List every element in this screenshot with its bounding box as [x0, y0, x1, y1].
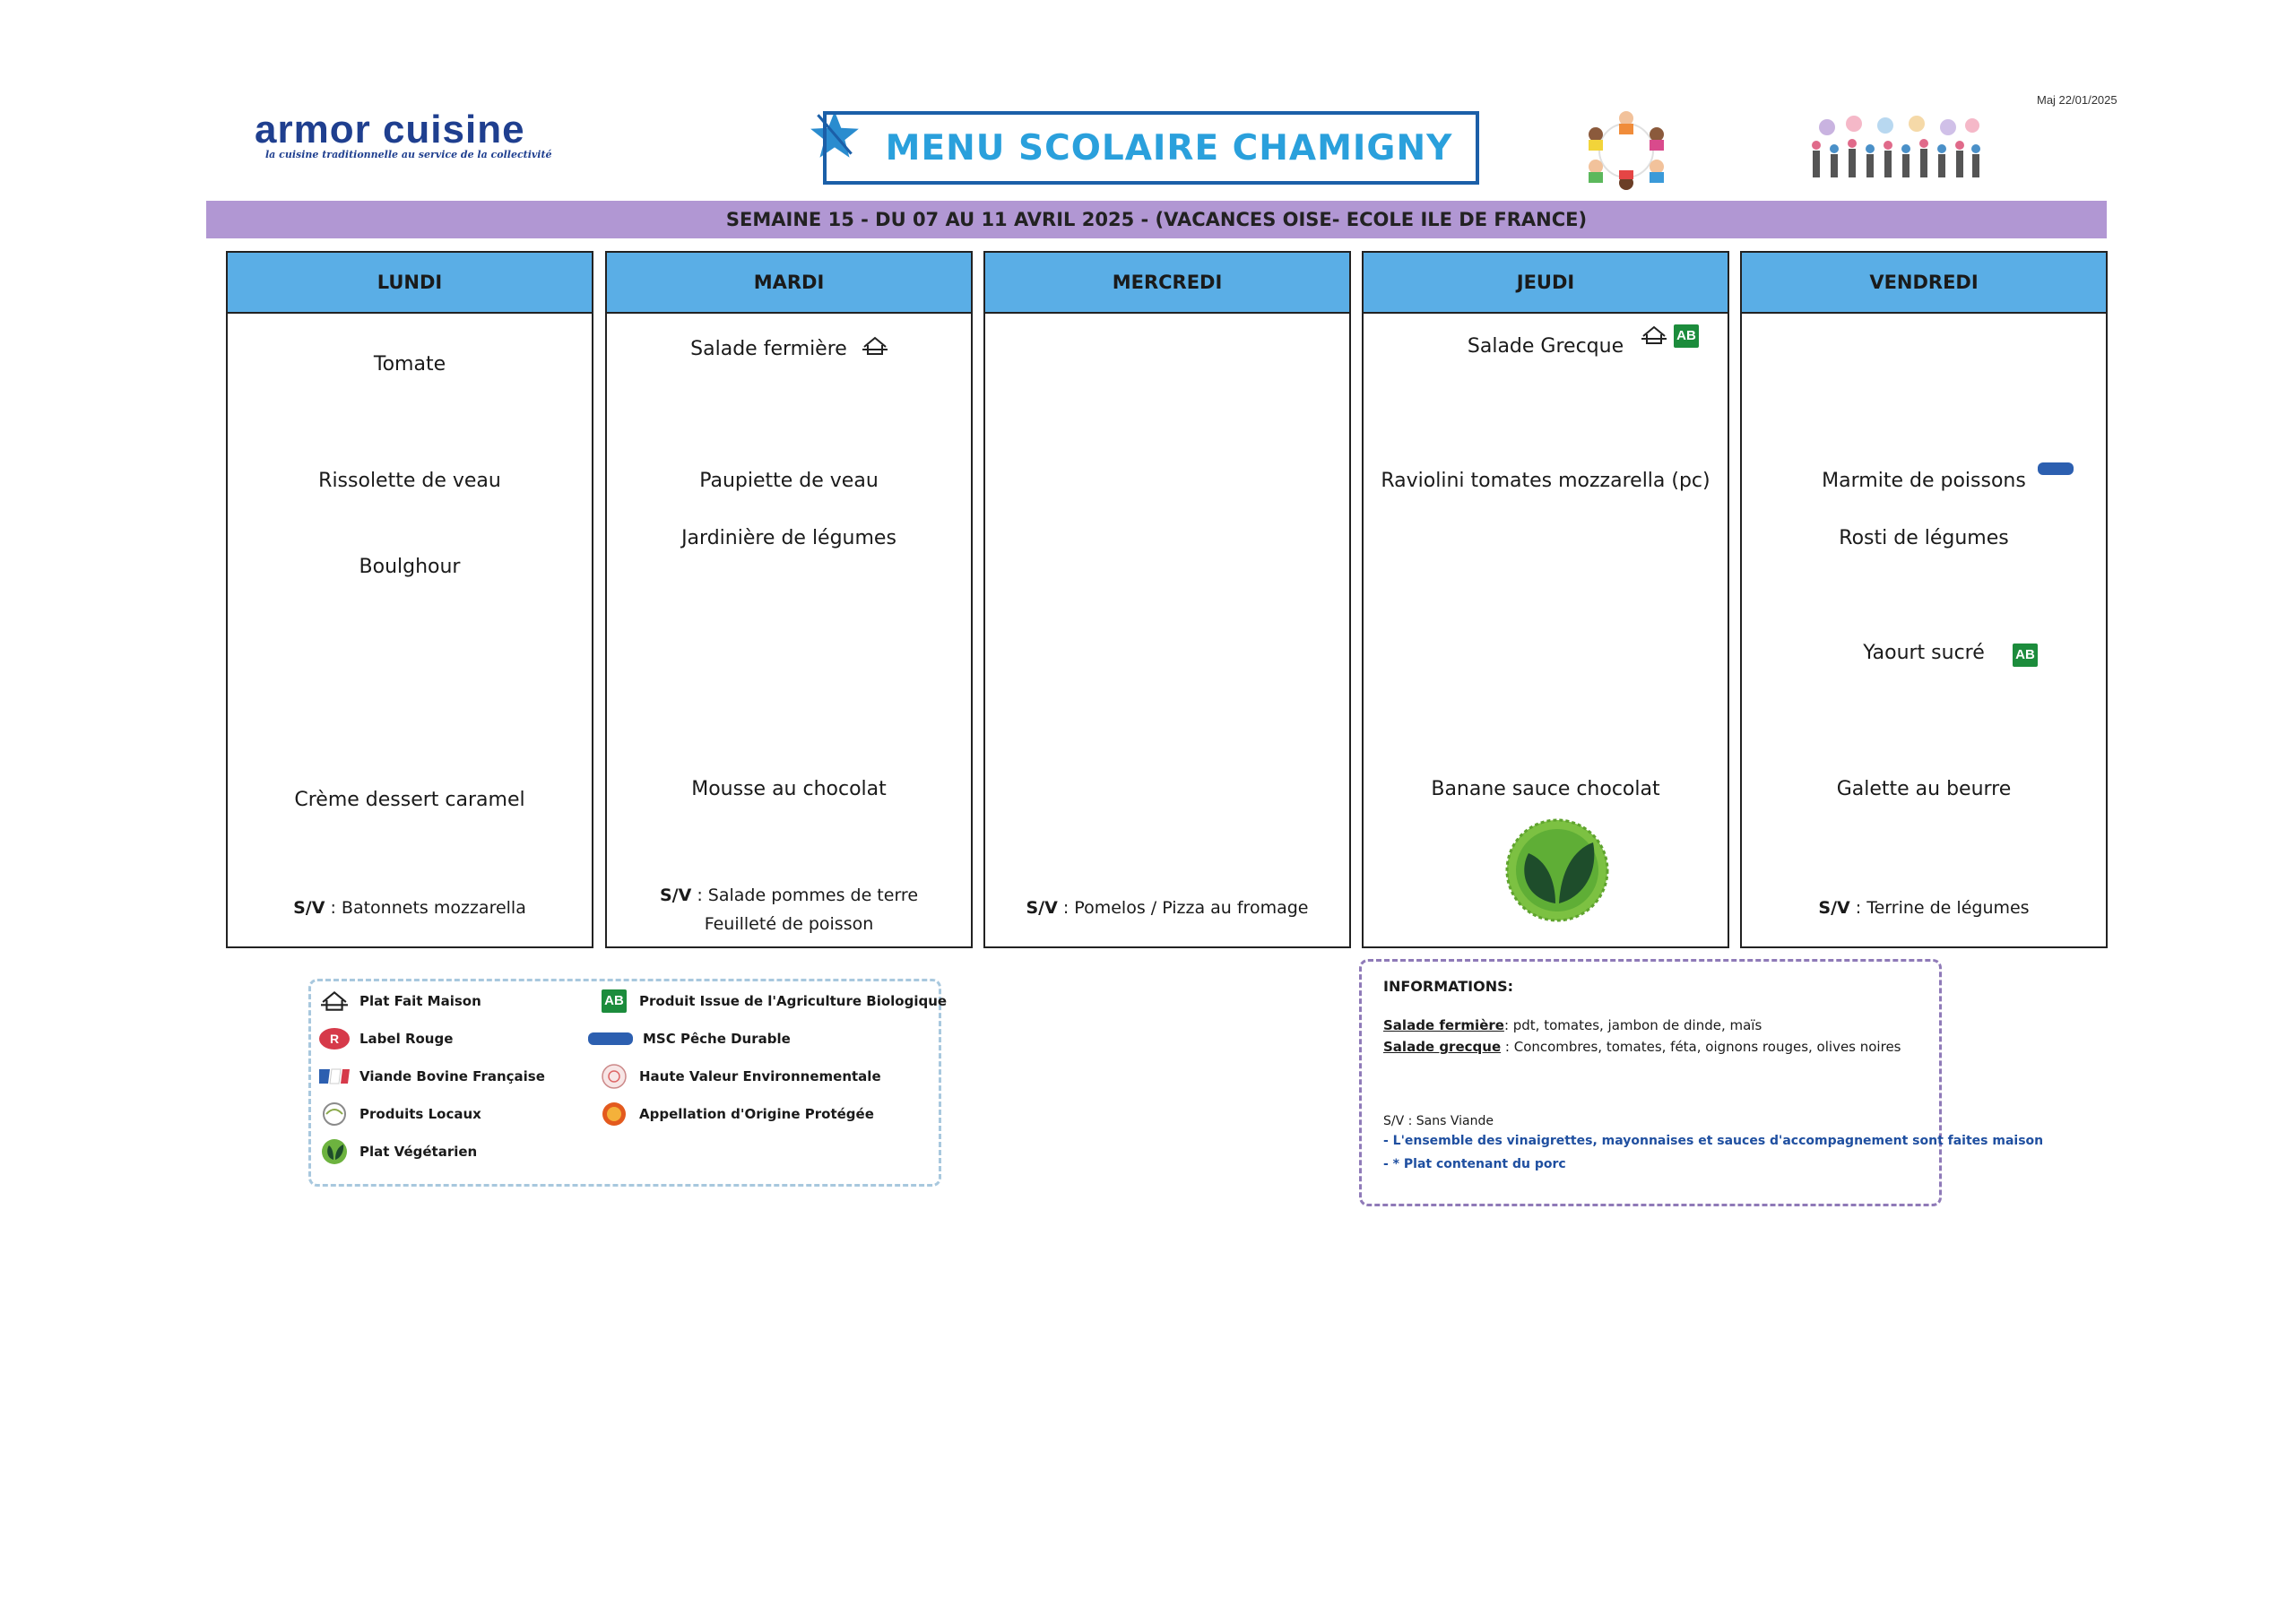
day-header — [607, 253, 971, 314]
menu-sans-viande — [607, 885, 971, 905]
day-header — [1364, 253, 1728, 314]
day-header — [1742, 253, 2106, 314]
legend-box — [308, 979, 948, 1187]
leaf-icon — [321, 1138, 348, 1165]
menu-accompagnement: Boulghour — [359, 556, 461, 578]
legend-label: Produit Issue de l'Agriculture Biologique — [639, 993, 948, 1009]
ab-bio-icon: AB — [602, 989, 627, 1013]
svg-text:R: R — [329, 1032, 340, 1046]
menu-sans-viande — [985, 898, 1349, 918]
info-salade-fermiere — [1383, 1017, 1762, 1033]
legend-item-vbf — [316, 1062, 545, 1091]
logo-title: armor cuisine — [255, 108, 525, 151]
sv-text: : Salade pommes de terre — [691, 885, 919, 905]
day-name: MERCREDI — [1112, 272, 1223, 293]
legend-label: Plat Fait Maison — [359, 993, 481, 1009]
children-circle-icon — [1571, 108, 1682, 194]
day-column-vendredi — [1740, 251, 2108, 948]
menu-entree: Tomate — [373, 353, 446, 376]
info-salade-grecque — [1383, 1039, 1901, 1055]
ab-bio-icon: AB — [2013, 644, 2038, 667]
ab-bio-icon: AB — [1674, 324, 1699, 348]
sv-label: S/V — [659, 885, 692, 905]
day-column-mardi — [605, 251, 973, 948]
menu-entree — [607, 335, 971, 360]
menu-sans-viande — [1742, 898, 2106, 918]
menu-dessert: Mousse au chocolat — [691, 778, 887, 800]
hve-icon — [601, 1063, 628, 1090]
menu-dessert: Crème dessert caramel — [294, 789, 525, 811]
msc-fish-icon — [588, 1032, 633, 1045]
vbf-flag-icon — [317, 1066, 351, 1087]
produits-locaux-icon — [317, 1101, 351, 1127]
legend-label: Produits Locaux — [359, 1106, 481, 1122]
house-icon — [862, 335, 888, 357]
legend-label: Plat Végétarien — [359, 1144, 478, 1160]
page-title: MENU SCOLAIRE CHAMIGNY — [885, 127, 1453, 168]
week-label: SEMAINE 15 - DU 07 AU 11 AVRIL 2025 - (VACANCES OISE- ECOLE ILE DE FRANCE) — [725, 209, 1588, 230]
info-label: Salade grecque — [1383, 1039, 1502, 1055]
vegetarian-leaf-icon — [1496, 817, 1618, 923]
menu-sans-viande — [228, 898, 592, 918]
menu-title-box — [823, 111, 1479, 185]
day-header — [228, 253, 592, 314]
legend-item-vegetarien — [316, 1137, 477, 1166]
legend-item-aop — [596, 1100, 874, 1128]
info-porc: - * Plat contenant du porc — [1383, 1157, 1566, 1171]
day-name: MARDI — [753, 272, 825, 293]
info-label: Salade fermière — [1383, 1017, 1504, 1033]
msc-fish-icon — [2038, 462, 2074, 475]
legend-item-fait-maison — [316, 987, 481, 1015]
update-date: Maj 22/01/2025 — [2037, 93, 2117, 107]
legend-label: MSC Pêche Durable — [643, 1031, 791, 1047]
menu-dessert: Banane sauce chocolat — [1431, 778, 1660, 800]
legend-label: Appellation d'Origine Protégée — [639, 1106, 874, 1122]
menu-plat: Marmite de poissons — [1822, 470, 2026, 492]
menu-plat: Paupiette de veau — [699, 470, 879, 492]
info-sauces-maison: - L'ensemble des vinaigrettes, mayonnaises et sauces d'accompagnement sont faites maison — [1383, 1134, 2044, 1148]
menu-plat: Rissolette de veau — [318, 470, 501, 492]
house-icon — [1641, 324, 1667, 346]
info-title: INFORMATIONS: — [1383, 978, 1514, 995]
menu-accompagnement: Jardinière de légumes — [681, 527, 896, 549]
aop-icon — [601, 1101, 628, 1127]
children-drawing-icon — [1800, 115, 1988, 190]
legend-item-msc — [585, 1024, 791, 1053]
legend-label: Viande Bovine Française — [359, 1068, 545, 1084]
info-sv-definition: S/V : Sans Viande — [1383, 1114, 1494, 1128]
sv-label: S/V — [1026, 898, 1058, 918]
day-header — [985, 253, 1349, 314]
sv-text: : Batonnets mozzarella — [325, 898, 526, 918]
legend-item-hve — [596, 1062, 881, 1091]
label-rouge-icon — [317, 1026, 351, 1051]
information-box — [1359, 959, 2044, 1206]
day-name: LUNDI — [377, 272, 443, 293]
info-text: : Concombres, tomates, féta, oignons rouges, olives noires — [1501, 1039, 1901, 1055]
day-name: JEUDI — [1516, 272, 1575, 293]
week-banner — [206, 201, 2107, 238]
entree-label: Salade Grecque — [1467, 335, 1624, 358]
menu-plat: Raviolini tomates mozzarella (pc) — [1381, 470, 1710, 492]
menu-dessert: Galette au beurre — [1836, 778, 2012, 800]
legend-label: Label Rouge — [359, 1031, 454, 1047]
sv-text: : Terrine de légumes — [1849, 898, 2030, 918]
day-column-jeudi — [1362, 251, 1729, 948]
legend-label: Haute Valeur Environnementale — [639, 1068, 881, 1084]
logo-tagline: la cuisine traditionnelle au service de la collectivité — [265, 149, 552, 160]
day-name: VENDREDI — [1869, 272, 1979, 293]
sv-text: : Pomelos / Pizza au fromage — [1057, 898, 1309, 918]
legend-item-label-rouge — [316, 1024, 453, 1053]
info-text: : pdt, tomates, jambon de dinde, maïs — [1503, 1017, 1762, 1033]
entree-label: Salade fermière — [690, 338, 847, 360]
legend-item-locaux — [316, 1100, 481, 1128]
sv-label: S/V — [1818, 898, 1850, 918]
house-icon — [321, 989, 348, 1013]
day-column-mercredi — [983, 251, 1351, 948]
legend-item-bio — [596, 987, 947, 1015]
menu-sans-viande-2: Feuilleté de poisson — [704, 914, 874, 934]
menu-laitage: Yaourt sucré — [1863, 642, 1985, 664]
menu-accompagnement: Rosti de légumes — [1839, 527, 2009, 549]
sv-label: S/V — [293, 898, 325, 918]
day-column-lundi — [226, 251, 593, 948]
